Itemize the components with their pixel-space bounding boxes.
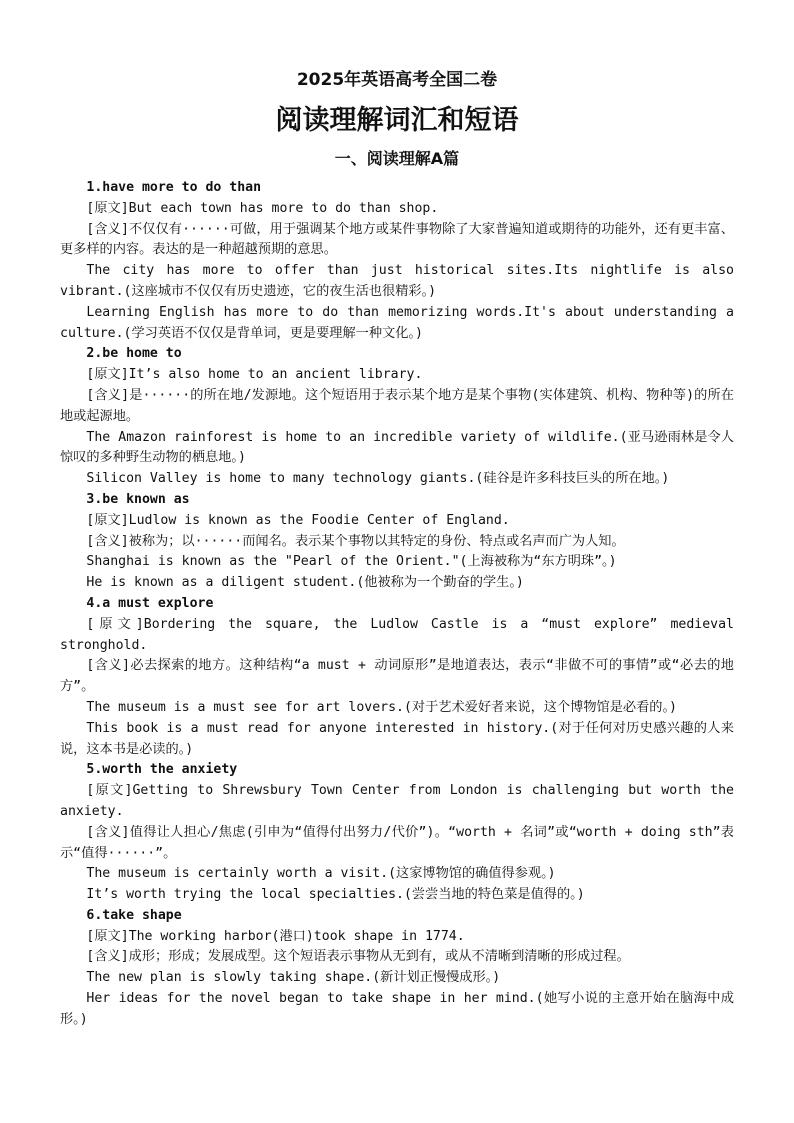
entry-heading: 5.worth the anxiety (86, 762, 238, 778)
entry-meaning: [含义]被称为；以······而闻名。表示某个事物以其特定的身份、特点或名声而广为人知。 (86, 533, 625, 549)
entry-example: The Amazon rainforest is home to an incredible variety of wildlife.(亚马逊雨林是令人惊叹的多种野生动物的栖息地。) (60, 429, 734, 466)
entry-heading: 6.take shape (86, 907, 182, 923)
document-body (60, 178, 734, 1031)
entry-meaning: [含义]是······的所在地/发源地。这个短语用于表示某个地方是某个事物(实体建筑、机构、物种等)的所在地或起源地。 (60, 387, 734, 424)
entry-original: [原文]But each town has more to do than shop. (86, 200, 439, 216)
entry-example: The new plan is slowly taking shape.(新计划正慢慢成形。) (86, 970, 501, 986)
entry-original: [原文]Ludlow is known as the Foodie Center of England. (86, 512, 510, 528)
entry-example: The museum is certainly worth a visit.(这家博物馆的确值得参观。) (86, 866, 556, 882)
entry-heading: 4.a must explore (86, 595, 214, 611)
entry-original: [原文]Getting to Shrewsbury Town Center from London is challenging but worth the anxiety. (60, 783, 734, 819)
entry-meaning: [含义]不仅仅有······可做，用于强调某个地方或某件事物除了大家普遍知道或期待的功能外，还有更丰富、更多样的内容。表达的是一种超越预期的意思。 (60, 221, 734, 258)
entry-example: Her ideas for the novel began to take shape in her mind.(她写小说的主意开始在脑海中成形。) (60, 991, 734, 1027)
entry-example: It’s worth trying the local specialties.(尝尝当地的特色菜是值得的。) (86, 887, 585, 903)
document-title: 阅读理解词汇和短语 (275, 105, 519, 136)
entry-example: The museum is a must see for art lovers.(对于艺术爱好者来说，这个博物馆是必看的。) (86, 699, 677, 715)
entry-heading: 3.be known as (86, 491, 190, 507)
entry-example: This book is a must read for anyone interested in history.(对于任何对历史感兴趣的人来说，这本书是必读的。) (60, 720, 734, 757)
entry-meaning: [含义]必去探索的地方。这种结构“a must + 动词原形”是地道表达，表示“非做不可的事情”或“必去的地方”。 (60, 658, 734, 695)
entry-meaning: [含义]值得让人担心/焦虑(引申为“值得付出努力/代价”)。“worth + 名词”或“worth + doing sth”表示“值得······”。 (60, 824, 734, 861)
section-title: 一、阅读理解A篇 (334, 149, 460, 168)
entry-example: Learning English has more to do than memorizing words.It's about understanding a culture.(学习英语不仅仅是背单词，更是要理解一种文化。) (60, 304, 734, 341)
entry-heading: 1.have more to do than (86, 180, 262, 195)
entry-heading: 2.be home to (86, 346, 182, 362)
entry-original: [原文]It’s also home to an ancient library. (86, 367, 423, 383)
entry-example: Silicon Valley is home to many technology giants.(硅谷是许多科技巨头的所在地。) (86, 471, 670, 487)
entry-original: [原文]The working harbor(港口)took shape in 1774. (86, 928, 465, 944)
entry-example: Shanghai is known as the "Pearl of the Orient."(上海被称为“东方明珠”。) (86, 554, 617, 570)
entry-example: He is known as a diligent student.(他被称为一个勤奋的学生。) (86, 575, 524, 591)
entry-meaning: [含义]成形；形成；发展成型。这个短语表示事物从无到有，或从不清晰到清晰的形成过程。 (86, 949, 630, 965)
document-subtitle: 2025年英语高考全国二卷 (296, 70, 498, 90)
entry-example: The city has more to offer than just historical sites.Its nightlife is also vibrant.(这座城市不仅仅有历史遗迹，它的夜生活也很精彩。) (60, 263, 734, 299)
entry-original: [原文]Bordering the square, the Ludlow Castle is a “must explore” medieval stronghold. (60, 616, 734, 653)
